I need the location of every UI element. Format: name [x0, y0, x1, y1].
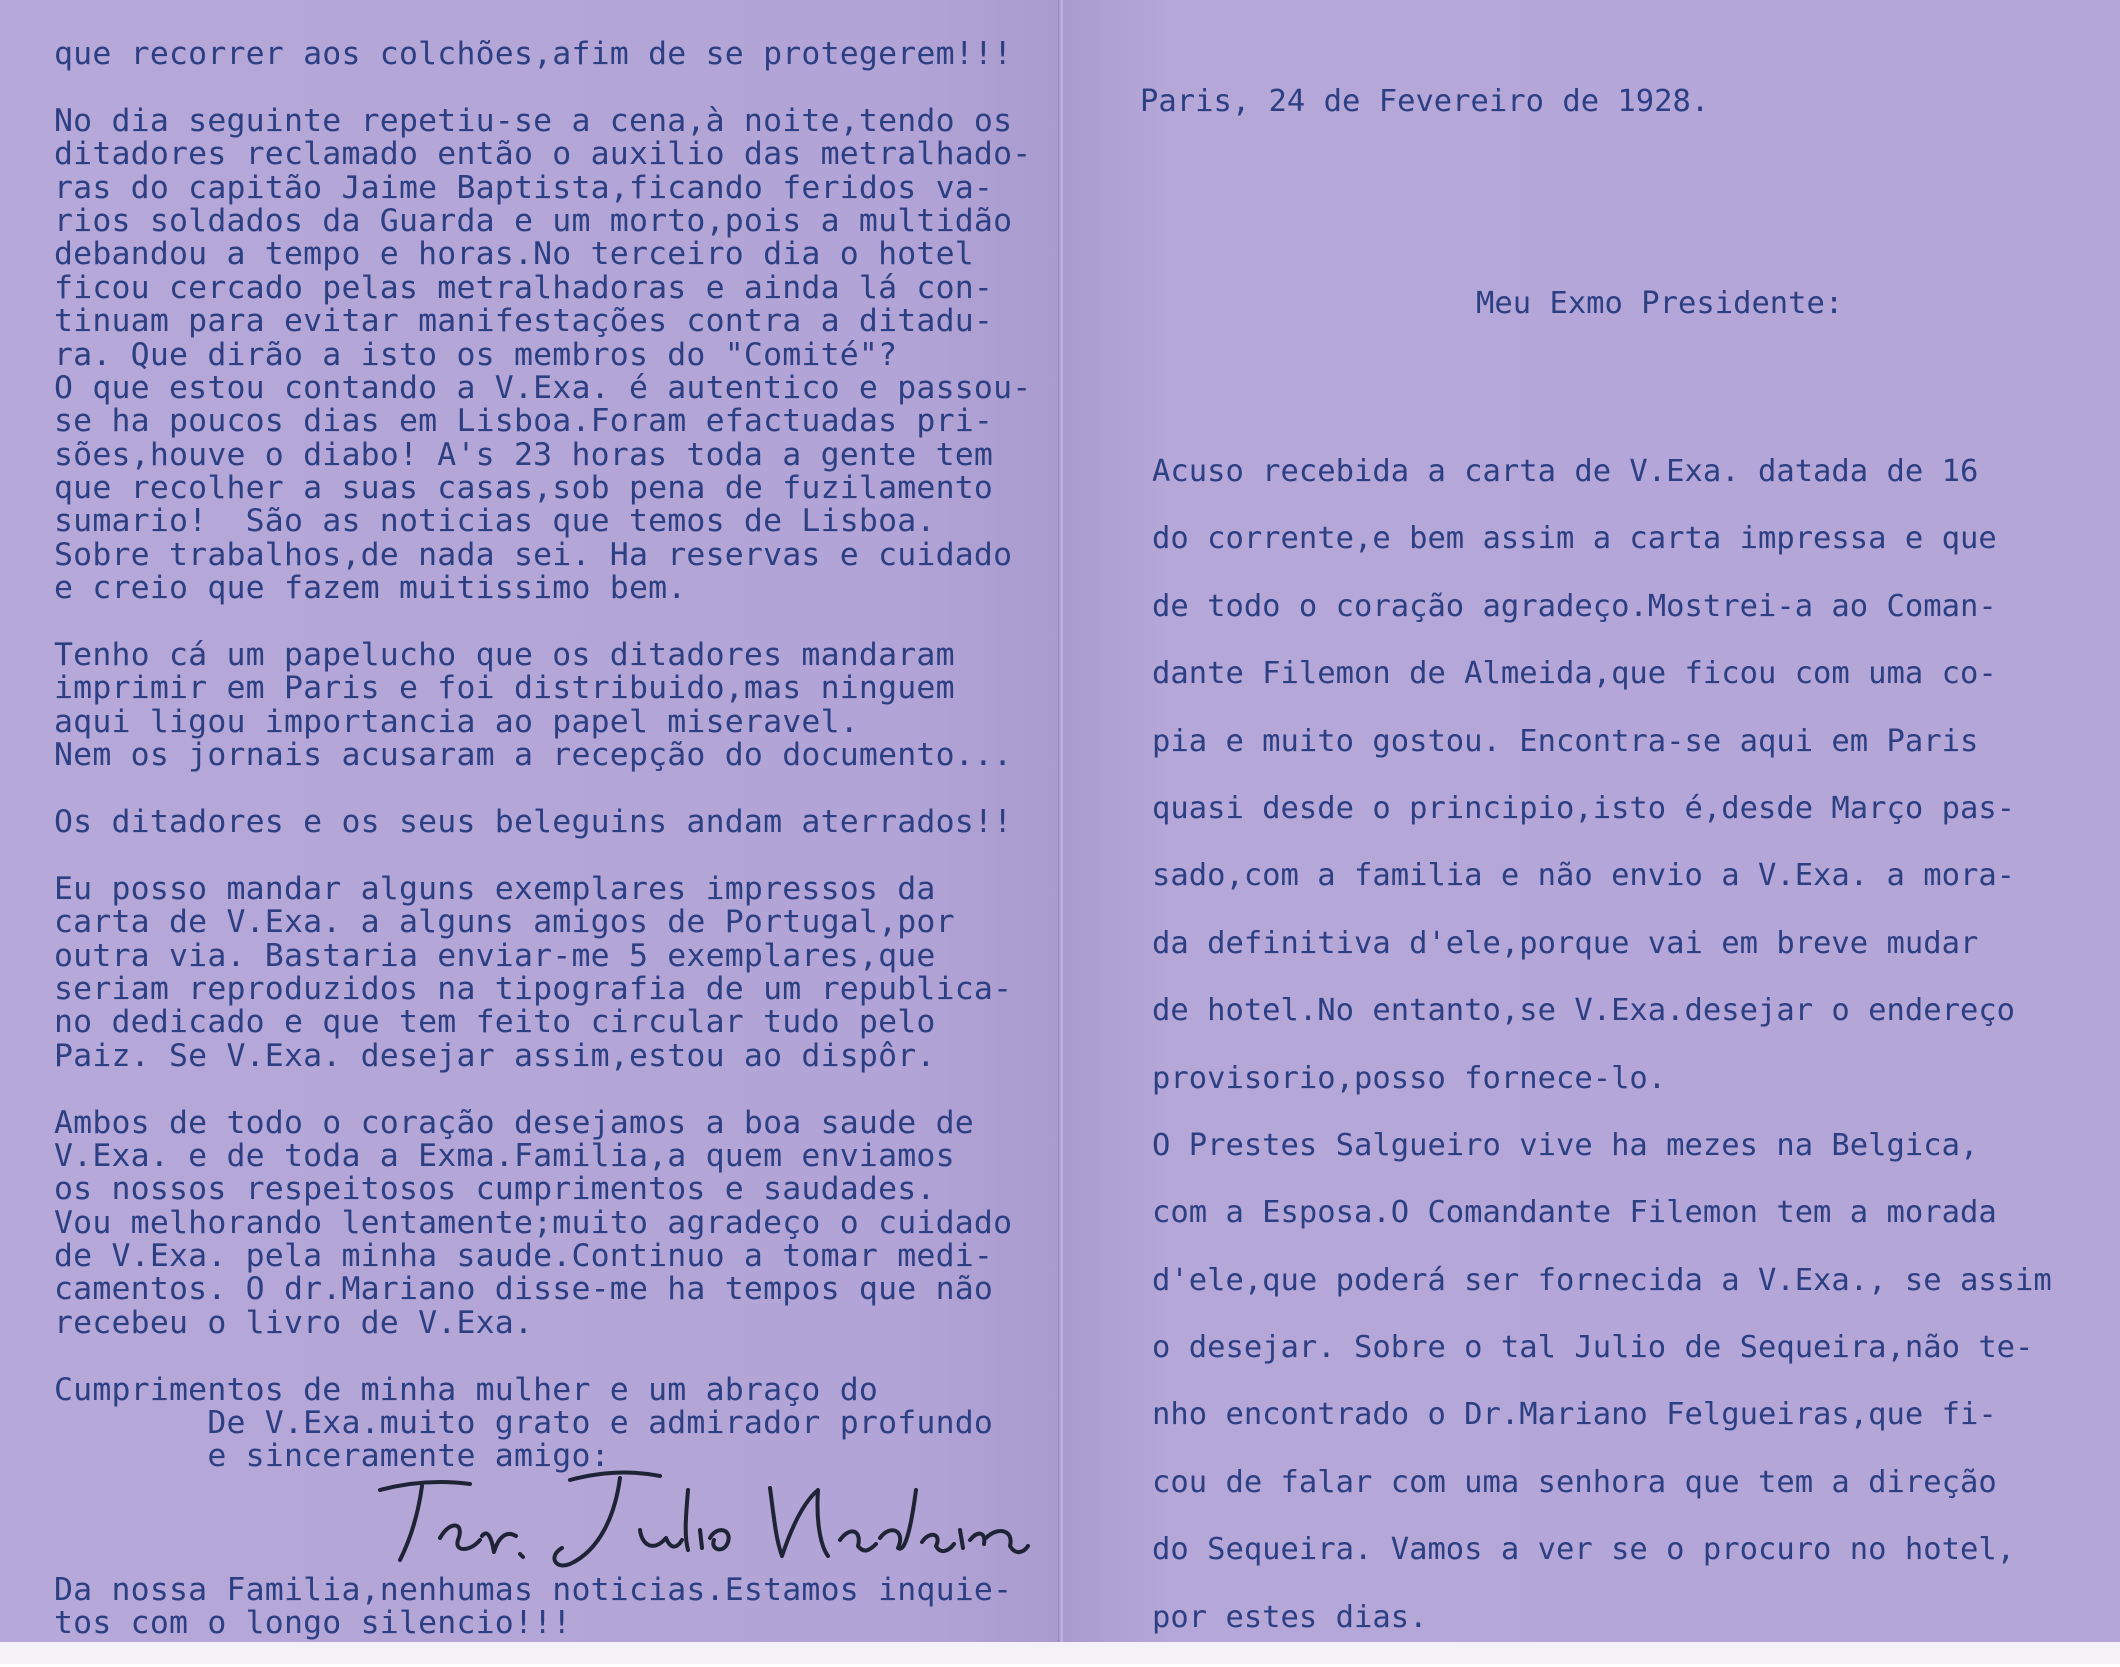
left-page-text-line: sões,houve o diabo! A's 23 horas toda a gente tem — [54, 436, 994, 473]
left-page-text-line: ras do capitão Jaime Baptista,ficando feridos va- — [54, 169, 994, 206]
signature-drawing — [370, 1460, 1030, 1580]
left-page-text-line: imprimir em Paris e foi distribuido,mas ninguem — [54, 670, 955, 707]
right-page-text-line: d'ele,que poderá ser fornecida a V.Exa., se assim — [1152, 1262, 2052, 1298]
right-page-text-line: com a Esposa.O Comandante Filemon tem a morada — [1152, 1195, 1997, 1231]
right-page-text-line: por estes dias. — [1152, 1599, 1428, 1635]
left-page-text-line: tinuam para evitar manifestações contra a ditadu- — [54, 303, 994, 340]
left-page-text-line: Tenho cá um papelucho que os ditadores mandaram — [54, 637, 955, 674]
left-page-text-line: os nossos respeitosos cumprimentos e saudades. — [54, 1171, 936, 1208]
right-page-text-line: quasi desde o principio,isto é,desde Março pas- — [1152, 790, 2016, 826]
right-page-text-line: cou de falar com uma senhora que tem a direção — [1152, 1464, 1997, 1500]
left-page-text-line: No dia seguinte repetiu-se a cena,à noite,tendo os — [54, 102, 1013, 139]
left-page-text-line: rios soldados da Guarda e um morto,pois a multidão — [54, 202, 1013, 239]
left-page-text-line: Cumprimentos de minha mulher e um abraço do — [54, 1371, 879, 1408]
left-page-text-line: O que estou contando a V.Exa. é autentico e passou- — [54, 369, 1032, 406]
left-page-text-line: Vou melhorando lentamente;muito agradeço o cuidado — [54, 1204, 1013, 1241]
left-page-text-line: seriam reproduzidos na tipografia de um republica- — [54, 970, 1013, 1007]
left-page-text-line: ditadores reclamado então o auxilio das metralhado- — [54, 136, 1032, 173]
left-page-text-line: que recolher a suas casas,sob pena de fuzilamento — [54, 470, 994, 507]
right-page-text-line: de hotel.No entanto,se V.Exa.desejar o endereço — [1152, 993, 2016, 1029]
right-page-text-line: do corrente,e bem assim a carta impressa e que — [1152, 521, 1997, 557]
right-page-text-line: Acuso recebida a carta de V.Exa. datada de 16 — [1152, 454, 1979, 489]
left-page-text-line: Sobre trabalhos,de nada sei. Ha reservas e cuidado — [54, 536, 1013, 573]
letter-salutation: Meu Exmo Presidente: — [1476, 286, 1844, 321]
left-page-text-line: Da nossa Familia,nenhumas noticias.Estamos inquie- — [54, 1571, 1013, 1608]
left-letter-page — [0, 0, 1060, 1642]
right-page-body — [1152, 454, 2052, 1667]
left-page-text-line: tos com o longo silencio!!! — [54, 1605, 572, 1642]
right-page-text-line: pia e muito gostou. Encontra-se aqui em Paris — [1152, 723, 1979, 759]
left-page-text-line: recebeu o livro de V.Exa. — [54, 1304, 534, 1341]
right-page-text-line: do Sequeira. Vamos a ver se o procuro no hotel, — [1152, 1532, 2016, 1568]
left-page-text-line: Os ditadores e os seus beleguins andam aterrados!! — [54, 803, 1013, 840]
left-page-text-line: ra. Que dirão a isto os membros do "Comité"? — [54, 336, 898, 373]
left-page-text-line: outra via. Bastaria enviar-me 5 exemplares,que — [54, 937, 936, 974]
left-page-text-line: se ha poucos dias em Lisboa.Foram efactuadas pri- — [54, 403, 994, 440]
left-page-text-line: debandou a tempo e horas.No terceiro dia o hotel — [54, 236, 974, 273]
left-page-text-line: que recorrer aos colchões,afim de se protegerem!!! — [54, 36, 1013, 72]
handwritten-signature — [370, 1460, 1030, 1580]
right-page-text-line: de todo o coração agradeço.Mostrei-a ao Coman- — [1152, 588, 1997, 624]
left-page-text-line: De V.Exa.muito grato e admirador profundo — [54, 1405, 994, 1442]
scan-bottom-edge — [0, 1642, 2120, 1664]
right-page-text-line: da definitiva d'ele,porque vai em breve mudar — [1152, 925, 1979, 961]
left-page-text-line: sumario! São as noticias que temos de Lisboa. — [54, 503, 936, 540]
right-page-text-line: dante Filemon de Almeida,que ficou com uma co- — [1152, 656, 1997, 692]
right-page-text-line: provisorio,posso fornece-lo. — [1152, 1060, 1667, 1096]
left-page-text-line — [54, 1073, 1060, 1106]
left-page-text-line: aqui ligou importancia ao papel miseravel. — [54, 703, 859, 740]
left-page-text-line: Ambos de todo o coração desejamos a boa saude de — [54, 1104, 974, 1141]
left-page-text-line: e sinceramente amigo: — [54, 1438, 610, 1475]
right-page-text-line: O Prestes Salgueiro vive ha mezes na Belgica, — [1152, 1127, 1979, 1163]
left-page-text-line — [54, 839, 1060, 872]
left-page-text-line: V.Exa. e de toda a Exma.Familia,a quem enviamos — [54, 1137, 955, 1174]
left-page-text-line: Nem os jornais acusaram a recepção do documento... — [54, 737, 1013, 774]
left-page-text-line: carta de V.Exa. a alguns amigos de Portugal,por — [54, 904, 955, 941]
left-page-text-line: no dedicado e que tem feito circular tudo pelo — [54, 1004, 936, 1041]
left-page-text-line: Paiz. Se V.Exa. desejar assim,estou ao dispôr. — [54, 1037, 936, 1074]
left-page-text-line: de V.Exa. pela minha saude.Continuo a tomar medi- — [54, 1238, 994, 1275]
letter-date: Paris, 24 de Fevereiro de 1928. — [1140, 84, 1710, 119]
right-page-text-line: nho encontrado o Dr.Mariano Felgueiras,que fi- — [1152, 1397, 1997, 1433]
left-page-text-line: camentos. O dr.Mariano disse-me ha tempos que não — [54, 1271, 994, 1308]
left-page-text-line — [54, 773, 1060, 806]
right-page-text-line: o desejar. Sobre o tal Julio de Sequeira,não te- — [1152, 1330, 2034, 1366]
left-page-text-line — [54, 606, 1060, 639]
right-page-text-line: sado,com a familia e não envio a V.Exa. a mora- — [1152, 858, 2016, 894]
left-page-text-line: Eu posso mandar alguns exemplares impressos da — [54, 870, 936, 907]
left-page-text-line — [54, 1340, 1060, 1373]
left-page-text-line — [54, 71, 1060, 104]
left-page-text-line: e creio que fazem muitissimo bem. — [54, 570, 687, 607]
left-page-body — [54, 38, 1060, 1641]
left-page-text-line: ficou cercado pelas metralhadoras e ainda lá con- — [54, 269, 994, 306]
